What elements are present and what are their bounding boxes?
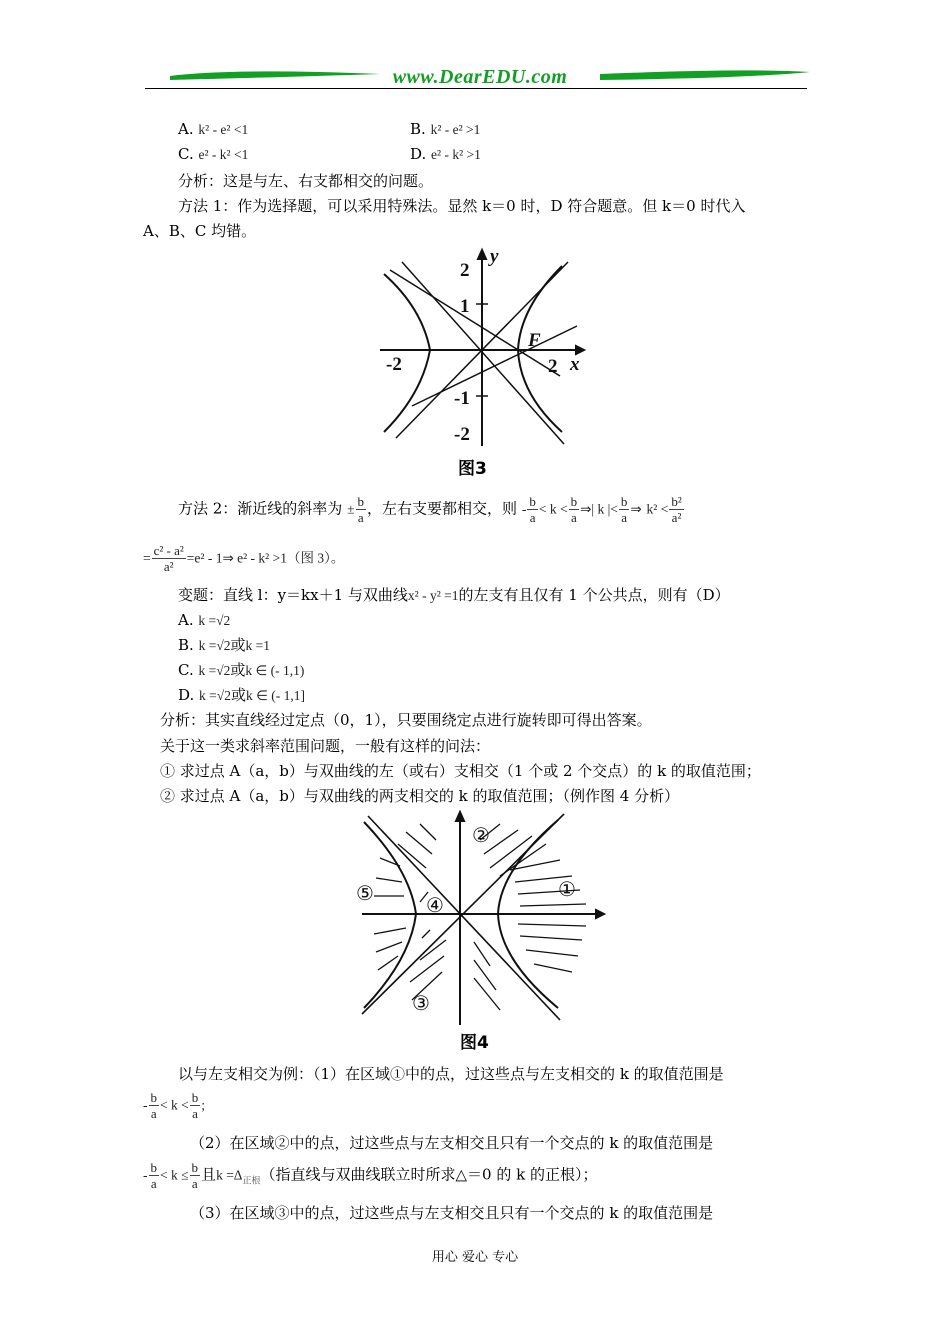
y-label: y — [490, 246, 499, 267]
left-branch — [384, 274, 430, 432]
variant-statement: 变题：直线 l：y＝kx＋1 与双曲线x² - y² =1的左支有且仅有 1 个公共点，则有（D） — [178, 586, 730, 604]
question-type-2: ② 求过点 A（a，b）与双曲线的两支相交的 k 的取值范围；（例作图 4 分析） — [160, 787, 680, 805]
line-through-f — [390, 270, 560, 376]
variant-option-a: A. k =√2 — [178, 611, 231, 629]
x-label: x — [570, 354, 580, 375]
method-2-line-1: 方法 2：渐近线的斜率为 ± $\frac{b}{a}$ ，左右支要都相交，则 - $\frac{b}{a}$ < k < $\frac{b}{a}$ ⇒| k |< $\frac{b}{a}$ ⇒ k² < $\frac{\text{b²}}{\text{a²}}$ — [178, 494, 682, 525]
case-2-intro: （2）在区域②中的点，过这些点与左支相交且只有一个交点的 k 的取值范围是 — [190, 1134, 714, 1152]
tick-1: 1 — [460, 296, 470, 317]
tick-x-2: 2 — [548, 356, 558, 377]
analysis-2: 分析：其实直线经过定点（0，1），只要围绕定点进行旋转即可得出答案。 — [160, 711, 652, 729]
variant-option-c: C. k =√2或k ∈ (- 1,1) — [178, 661, 305, 679]
option-a: A. k² - e² <1 — [178, 120, 249, 138]
case-3-intro: （3）在区域③中的点，过这些点与左支相交且只有一个交点的 k 的取值范围是 — [190, 1204, 714, 1222]
tick-minus-1: -1 — [454, 388, 470, 409]
analysis-1: 分析：这是与左、右支都相交的问题。 — [178, 172, 434, 190]
region-2-label: ② — [472, 823, 490, 847]
page-header — [145, 62, 807, 92]
left-swoosh-decoration — [170, 68, 380, 84]
tick-minus-2: -2 — [454, 424, 470, 445]
figure-3-hyperbola — [372, 246, 592, 456]
option-b: B. k² - e² >1 — [410, 120, 481, 138]
page-footer: 用心 爱心 专心 — [431, 1250, 519, 1265]
figure-4-regions — [350, 810, 610, 1030]
header-rule — [145, 88, 807, 89]
figure-3-caption: 图3 — [458, 459, 487, 479]
left-branch-range-1: - $\frac{b}{a}$ < k < $\frac{b}{a}$ ; — [143, 1090, 206, 1121]
site-logo[interactable]: www.DearEDU.com — [392, 66, 568, 88]
method-2-line-2: = $\frac{\text{c² - a²}}{\text{a²}}$ =e² - 1⇒ e² - k² >1（图 3）。 — [143, 543, 345, 574]
general-intro: 关于这一类求斜率范围问题，一般有这样的问法： — [160, 737, 491, 755]
variant-option-b: B. k =√2或k =1 — [178, 636, 270, 654]
method-1-line-1: 方法 1：作为选择题，可以采用特殊法。显然 k＝0 时，D 符合题意。但 k＝0 时代入 — [178, 197, 746, 215]
question-type-1: ① 求过点 A（a，b）与双曲线的左（或右）支相交（1 个或 2 个交点）的 k 的取值范围； — [160, 762, 761, 780]
tick-x-minus-2: -2 — [386, 354, 402, 375]
region-5-label: ⑤ — [356, 881, 374, 905]
option-d: D. e² - k² >1 — [410, 145, 481, 163]
right-swoosh-decoration — [600, 68, 810, 84]
option-c: C. e² - k² <1 — [178, 145, 249, 163]
region-3-label: ③ — [412, 991, 430, 1015]
method-1-line-2: A、B、C 均错。 — [143, 222, 257, 240]
case-2-range: - $\frac{b}{a}$ < k ≤ $\frac{b}{a}$ 且$k =\Delta_{正根}$（指直线与双曲线联立时所求△＝0 的 k 的正根）； — [143, 1160, 598, 1191]
left-branch-intro: 以与左支相交为例：（1）在区域①中的点，过这些点与左支相交的 k 的取值范围是 — [178, 1065, 724, 1083]
variant-option-d: D. k =√2或k ∈ (- 1,1] — [178, 686, 305, 704]
focus-label: F — [528, 330, 541, 351]
tick-2: 2 — [460, 260, 470, 281]
region-4-label: ④ — [426, 893, 444, 917]
region-1-label: ① — [558, 877, 576, 901]
figure-4-caption: 图4 — [460, 1033, 489, 1053]
